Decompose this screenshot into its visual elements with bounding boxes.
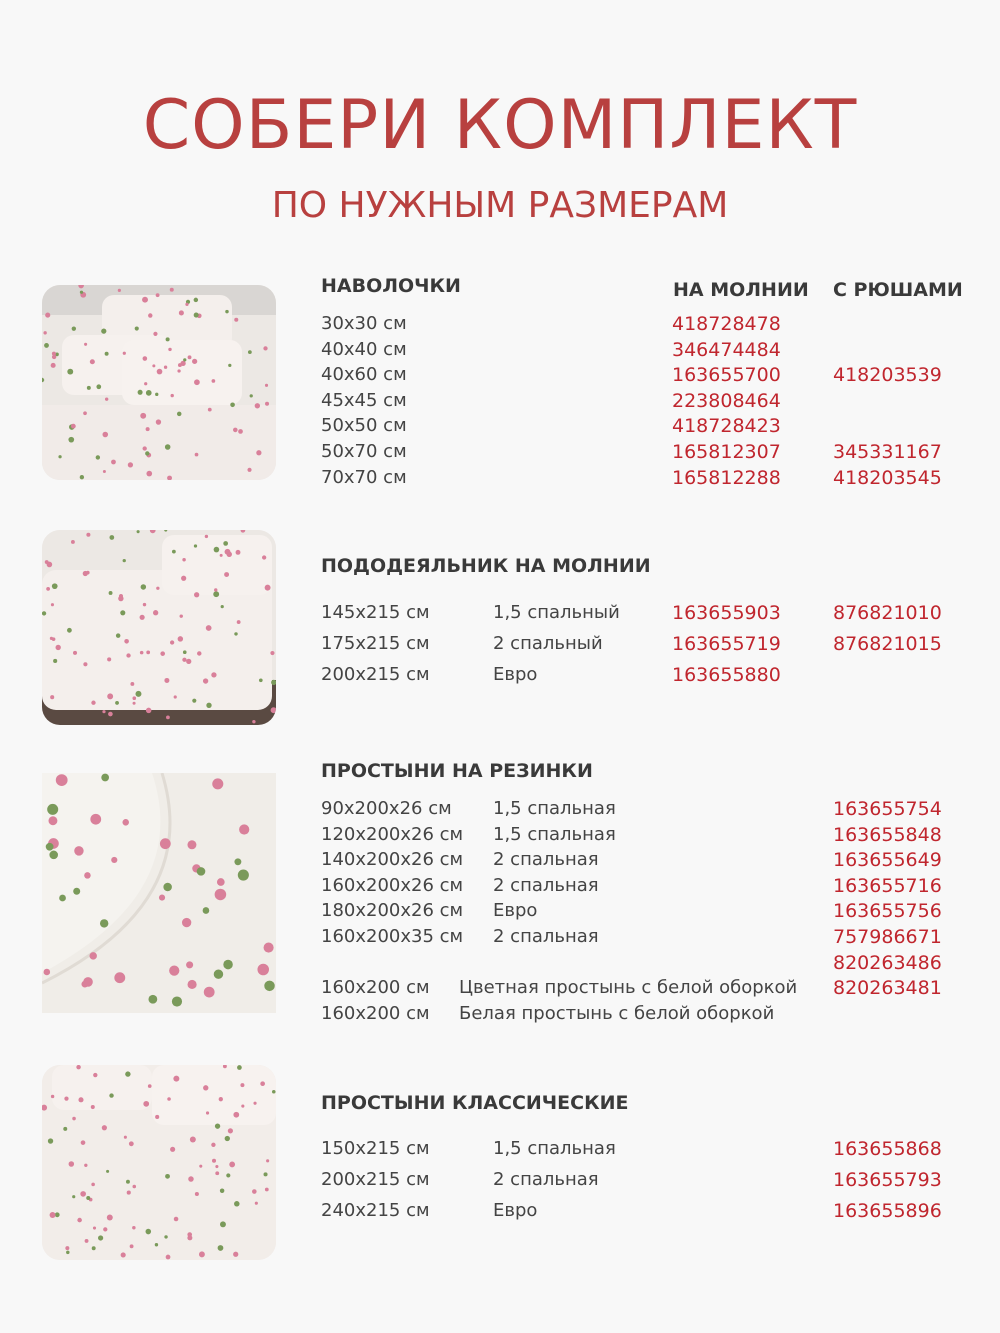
page-subtitle: ПО НУЖНЫМ РАЗМЕРАМ xyxy=(271,185,729,226)
zipper-article: 223808464 xyxy=(672,389,781,412)
zipper-article: 165812307 xyxy=(672,441,781,463)
floral-pillows-image xyxy=(42,285,276,480)
pillowcases-photo xyxy=(42,285,276,480)
floral-duvet-image xyxy=(42,530,276,725)
article-number: 757986671 xyxy=(833,926,942,948)
zipper-article: 346474484 xyxy=(672,338,781,361)
size-cell: 160x200x35 см xyxy=(321,926,464,947)
duvet-photo xyxy=(42,530,276,725)
type-cell: 2 спальная xyxy=(493,874,599,896)
article-number: 163655793 xyxy=(833,1169,942,1191)
ruffles-article: 876821010 xyxy=(833,602,942,624)
size-cell: 50x70 см xyxy=(321,441,407,462)
article-number: 163655848 xyxy=(833,823,942,846)
size-cell: 90x200x26 см xyxy=(321,798,452,819)
size-cell: 140x200x26 см xyxy=(321,849,464,870)
article-number: 163655756 xyxy=(833,900,942,922)
type-cell: 1,5 спальная xyxy=(493,1138,616,1159)
size-cell: 40x60 см xyxy=(321,364,407,386)
classic-sheet-photo xyxy=(42,1065,276,1260)
size-cell: 30x30 см xyxy=(321,313,407,334)
zipper-article: 418728478 xyxy=(672,313,781,335)
classic-title: ПРОСТЫНИ КЛАССИЧЕСКИЕ xyxy=(321,1092,629,1114)
ruffles-article: 876821015 xyxy=(833,633,942,655)
zipper-article: 165812288 xyxy=(672,466,781,489)
type-cell: Цветная простынь с белой оборкой xyxy=(459,977,798,998)
type-cell: Белая простынь с белой оборкой xyxy=(459,1003,775,1024)
article-number: 163655716 xyxy=(833,874,942,897)
size-cell: 150x215 см xyxy=(321,1138,430,1159)
article-number: 820263481 xyxy=(833,977,942,999)
article-number: 163655868 xyxy=(833,1138,942,1160)
article-number: 820263486 xyxy=(833,952,942,974)
type-cell: 1,5 спальный xyxy=(493,602,620,623)
zipper-column-header: НА МОЛНИИ xyxy=(673,279,809,301)
size-cell: 50x50 см xyxy=(321,415,407,437)
type-cell: Евро xyxy=(493,1200,538,1221)
article-number: 163655754 xyxy=(833,798,942,820)
ruffles-article: 345331167 xyxy=(833,441,942,463)
size-cell: 180x200x26 см xyxy=(321,900,464,921)
size-cell: 160x200x26 см xyxy=(321,874,464,896)
size-cell: 175x215 см xyxy=(321,633,430,654)
pillowcases-title: НАВОЛОЧКИ xyxy=(321,275,461,297)
zipper-article: 163655903 xyxy=(672,602,781,624)
floral-classic-sheet-image xyxy=(42,1065,276,1260)
duvet-title: ПОДОДЕЯЛЬНИК НА МОЛНИИ xyxy=(321,555,651,577)
type-cell: Евро xyxy=(493,900,538,921)
zipper-article: 163655719 xyxy=(672,633,781,655)
ruffles-article: 418203545 xyxy=(833,466,942,489)
size-cell: 200x215 см xyxy=(321,664,430,685)
size-cell: 160x200 см xyxy=(321,1003,430,1024)
size-cell: 160x200 см xyxy=(321,977,430,998)
zipper-article: 163655700 xyxy=(672,364,781,387)
floral-fitted-sheet-image xyxy=(42,773,276,1013)
fitted-title: ПРОСТЫНИ НА РЕЗИНКИ xyxy=(321,760,593,782)
type-cell: 2 спальная xyxy=(493,926,599,947)
zipper-article: 163655880 xyxy=(672,664,781,686)
type-cell: 2 спальный xyxy=(493,633,603,654)
size-cell: 120x200x26 см xyxy=(321,823,464,845)
page-title: СОБЕРИ КОМПЛЕКТ xyxy=(142,86,858,165)
size-cell: 70x70 см xyxy=(321,466,407,488)
type-cell: 2 спальная xyxy=(493,1169,599,1190)
size-cell: 200x215 см xyxy=(321,1169,430,1190)
ruffles-column-header: С РЮШАМИ xyxy=(833,279,963,301)
size-cell: 45x45 см xyxy=(321,389,407,411)
size-cell: 240x215 см xyxy=(321,1200,430,1221)
size-cell: 145x215 см xyxy=(321,602,430,623)
type-cell: 1,5 спальная xyxy=(493,798,616,819)
type-cell: Евро xyxy=(493,664,538,685)
size-cell: 40x40 см xyxy=(321,338,407,360)
article-number: 163655896 xyxy=(833,1200,942,1222)
type-cell: 1,5 спальная xyxy=(493,823,616,845)
ruffles-article: 418203539 xyxy=(833,364,942,387)
zipper-article: 418728423 xyxy=(672,415,781,438)
type-cell: 2 спальная xyxy=(493,849,599,870)
article-number: 163655649 xyxy=(833,849,942,871)
fitted-sheet-photo xyxy=(42,773,276,1013)
